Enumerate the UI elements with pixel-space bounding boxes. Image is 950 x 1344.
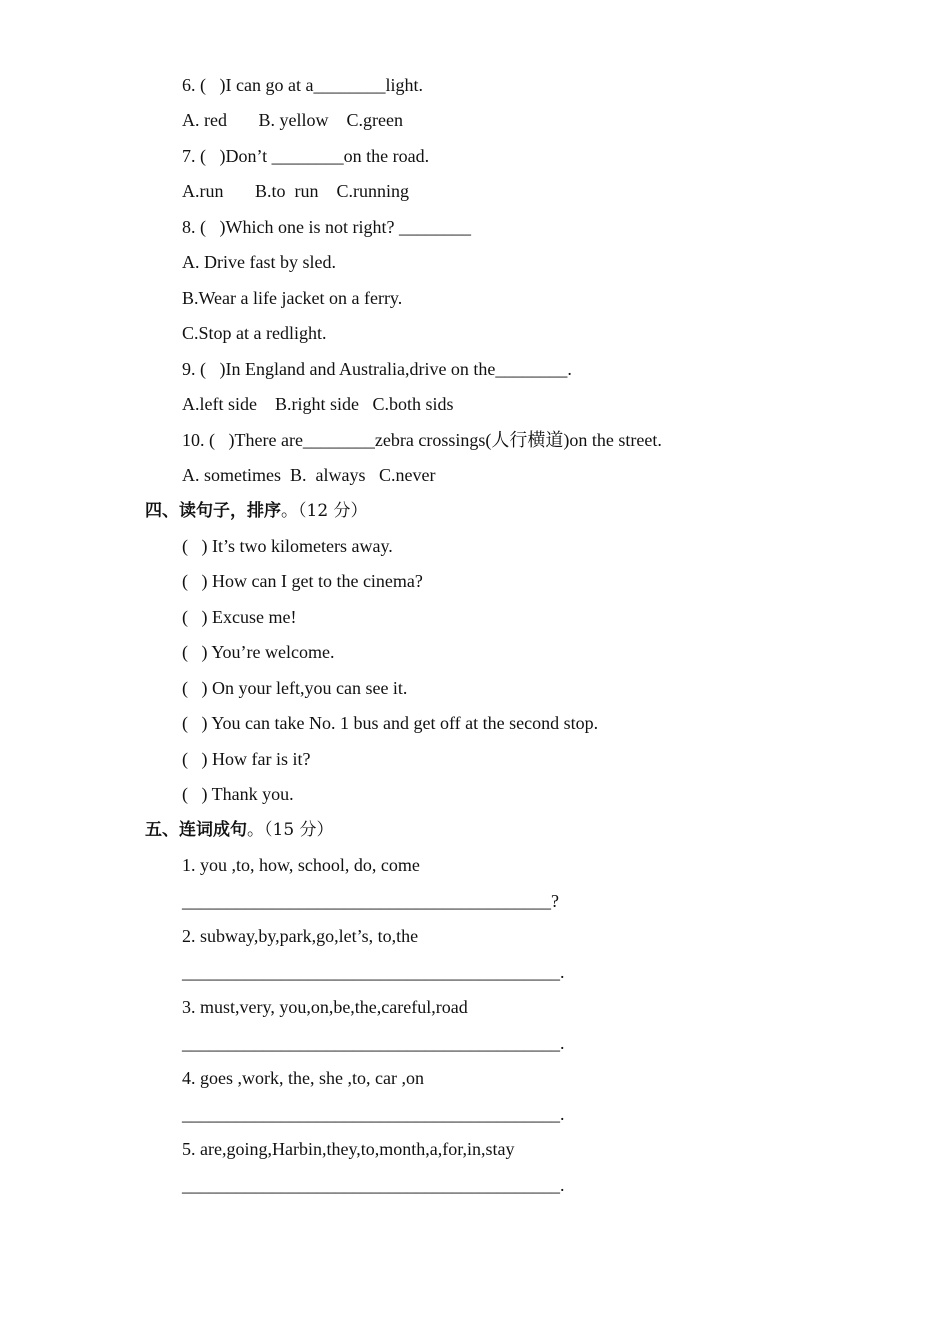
ordering-item: ( ) On your left,you can see it. (182, 678, 408, 698)
ordering-item: ( ) It’s two kilometers away. (182, 536, 393, 556)
question-8-option-a: A. Drive fast by sled. (182, 252, 336, 272)
sentence-words-5: 5. are,going,Harbin,they,to,month,a,for,in,stay (182, 1139, 515, 1159)
sentence-words-3: 3. must,very, you,on,be,the,careful,road (182, 997, 468, 1017)
section-4-score: 。（12 分） (281, 501, 368, 521)
section-4-heading (145, 499, 368, 522)
question-9-stem: 9. ( )In England and Australia,drive on the________. (182, 359, 572, 379)
sentence-words-2: 2. subway,by,park,go,let’s, to,the (182, 926, 419, 946)
answer-line-4: __________________________________________. (182, 1104, 565, 1124)
question-9-options: A.left side B.right side C.both sids (182, 394, 454, 414)
sentence-words-4: 4. goes ,work, the, she ,to, car ,on (182, 1068, 424, 1088)
section-5-score: 。（15 分） (247, 820, 334, 840)
sentence-words-1: 1. you ,to, how, school, do, come (182, 855, 420, 875)
question-8-option-b: B.Wear a life jacket on a ferry. (182, 288, 403, 308)
question-6-options: A. red B. yellow C.green (182, 110, 403, 130)
ordering-item: ( ) How can I get to the cinema? (182, 571, 423, 591)
question-8-stem: 8. ( )Which one is not right? ________ (182, 217, 471, 237)
ordering-item: ( ) You’re welcome. (182, 642, 335, 662)
answer-line-2: __________________________________________. (182, 962, 565, 982)
question-10-options: A. sometimes B. always C.never (182, 465, 436, 485)
section-5-heading (145, 818, 334, 841)
ordering-item: ( ) You can take No. 1 bus and get off at the second stop. (182, 713, 599, 733)
section-4-title: 四、读句子，排序 (145, 501, 281, 521)
question-7-stem: 7. ( )Don’t ________on the road. (182, 146, 430, 166)
ordering-item: ( ) Thank you. (182, 784, 294, 804)
ordering-item: ( ) Excuse me! (182, 607, 297, 627)
answer-line-3: __________________________________________. (182, 1033, 565, 1053)
question-7-options: A.run B.to run C.running (182, 181, 409, 201)
answer-line-5: __________________________________________. (182, 1175, 565, 1195)
question-10-stem: 10. ( )There are________zebra crossings(人行横道)on the street. (182, 430, 662, 450)
ordering-item: ( ) How far is it? (182, 749, 311, 769)
question-6-stem: 6. ( )I can go at a________light. (182, 75, 423, 95)
answer-line-1: _________________________________________? (182, 891, 559, 911)
question-8-option-c: C.Stop at a redlight. (182, 323, 327, 343)
section-5-title: 五、连词成句 (145, 820, 247, 840)
